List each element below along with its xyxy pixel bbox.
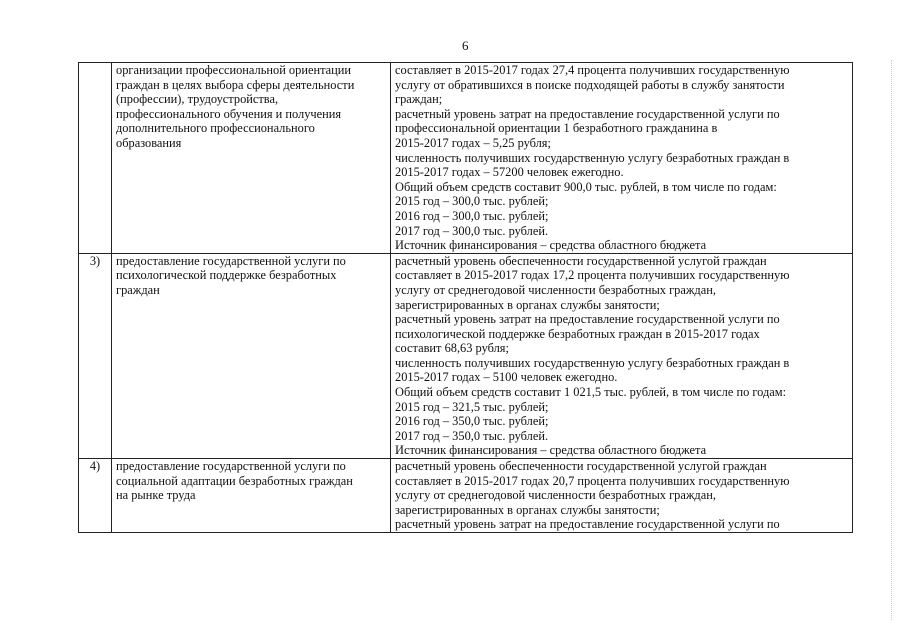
indicator-line: численность получивших государственную услугу безработных граждан в	[395, 150, 790, 165]
measure-name-line: организации профессиональной ориентации	[116, 63, 352, 77]
indicators-cell	[391, 459, 853, 533]
measure-name-cell	[112, 253, 391, 458]
scan-edge-artifact	[885, 60, 899, 620]
indicator-line: граждан;	[395, 92, 443, 107]
measure-name-line: предоставление государственной услуги по	[116, 459, 346, 474]
measures-table	[78, 62, 853, 533]
row-number-cell: 4)	[79, 459, 112, 533]
indicator-line: 2015 год – 321,5 тыс. рублей;	[395, 399, 549, 414]
indicator-line: услугу от среднегодовой численности безработных граждан,	[395, 282, 716, 297]
row-number-cell	[79, 63, 112, 254]
indicator-line: 2017 год – 300,0 тыс. рублей.	[395, 223, 549, 238]
measure-name-cell	[112, 459, 391, 533]
indicator-line: психологической поддержке безработных граждан в 2015-2017 годах	[395, 326, 760, 341]
table-row	[79, 253, 853, 458]
indicator-line: Источник финансирования – средства областного бюджета	[395, 443, 707, 458]
indicator-line: 2016 год – 300,0 тыс. рублей;	[395, 208, 549, 223]
indicator-line: Общий объем средств составит 900,0 тыс. рублей, в том числе по годам:	[395, 179, 777, 194]
indicators-cell	[391, 253, 853, 458]
indicators-cell	[391, 63, 853, 254]
table-row	[79, 63, 853, 254]
indicator-line: 2015-2017 годах – 5,25 рубля;	[395, 135, 551, 150]
indicator-line: расчетный уровень затрат на предоставление государственной услуги по	[395, 106, 780, 121]
indicator-line: зарегистрированных в органах службы занятости;	[395, 502, 660, 517]
measure-name-line: социальной адаптации безработных граждан	[116, 473, 353, 488]
indicator-line: зарегистрированных в органах службы занятости;	[395, 297, 660, 312]
indicator-line: 2015-2017 годах – 5100 человек ежегодно.	[395, 370, 618, 385]
indicator-line: составляет в 2015-2017 годах 17,2 процента получивших государственную	[395, 268, 790, 283]
indicator-line: профессиональной ориентации 1 безработного гражданина в	[395, 121, 718, 136]
indicator-line: Источник финансирования – средства областного бюджета	[395, 238, 707, 253]
indicator-line: численность получивших государственную услугу безработных граждан в	[395, 355, 790, 370]
measure-name-line: предоставление государственной услуги по	[116, 253, 346, 268]
table-row	[79, 459, 853, 533]
page-number: 6	[462, 38, 469, 53]
indicator-line: расчетный уровень обеспеченности государственной услугой граждан	[395, 459, 767, 474]
indicator-line: расчетный уровень затрат на предоставление государственной услуги по	[395, 312, 780, 327]
indicator-line: 2015-2017 годах – 57200 человек ежегодно.	[395, 165, 624, 180]
row-number-cell: 3)	[79, 253, 112, 458]
measure-name-line: образования	[116, 135, 182, 150]
measure-name-line: психологической поддержке безработных	[116, 268, 337, 283]
indicator-line: составит 68,63 рубля;	[395, 341, 509, 356]
measure-name-line: на рынке труда	[116, 488, 196, 503]
indicator-line: расчетный уровень затрат на предоставление государственной услуги по	[395, 517, 780, 532]
indicator-line: услугу от среднегодовой численности безработных граждан,	[395, 488, 716, 503]
measure-name-line: граждан	[116, 282, 160, 297]
measure-name-line: дополнительного профессионального	[116, 121, 315, 136]
indicator-line: услугу от обратившихся в поиске подходящей работы в службу занятости	[395, 77, 785, 92]
indicator-line: составляет в 2015-2017 годах 27,4 процента получивших государственную	[395, 63, 790, 77]
indicator-line: 2016 год – 350,0 тыс. рублей;	[395, 414, 549, 429]
measure-name-cell	[112, 63, 391, 254]
measure-name-line: (профессии), трудоустройства,	[116, 92, 279, 107]
measure-name-line: профессионального обучения и получения	[116, 106, 342, 121]
measure-name-line: граждан в целях выбора сферы деятельности	[116, 77, 355, 92]
indicator-line: 2015 год – 300,0 тыс. рублей;	[395, 194, 549, 209]
indicator-line: составляет в 2015-2017 годах 20,7 процента получивших государственную	[395, 473, 790, 488]
indicator-line: расчетный уровень обеспеченности государственной услугой граждан	[395, 253, 767, 268]
indicator-line: 2017 год – 350,0 тыс. рублей.	[395, 428, 549, 443]
indicator-line: Общий объем средств составит 1 021,5 тыс. рублей, в том числе по годам:	[395, 385, 787, 400]
